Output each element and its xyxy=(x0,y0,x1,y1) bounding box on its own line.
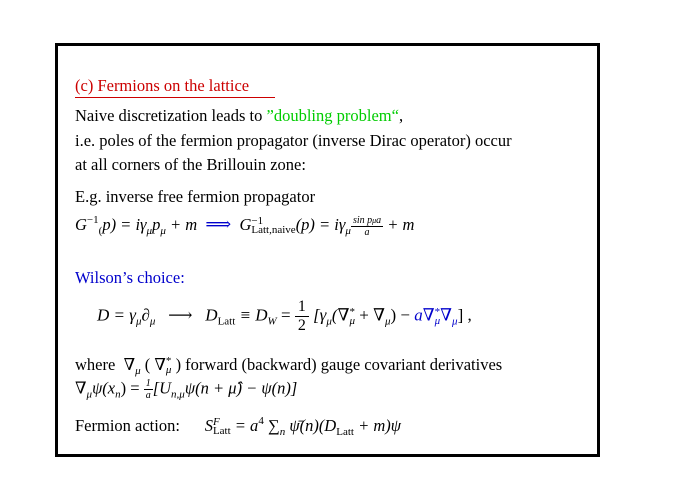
propagator-equation xyxy=(75,210,414,241)
action-s-scripts xyxy=(213,418,231,436)
sum-symbol: ∑ xyxy=(263,416,280,435)
action-s-sup: F xyxy=(212,416,220,429)
one-over-a-num: 1 xyxy=(145,378,151,389)
bracket-open: [γ xyxy=(313,305,327,325)
plus-nabla: + ∇ xyxy=(354,305,385,325)
plus-m: + m xyxy=(165,215,198,234)
equiv-dw: ≡ D xyxy=(235,305,268,325)
x-sub-n: n xyxy=(115,388,121,401)
where-paren-close: ) forward (backward) gauge covariant derivatives xyxy=(171,355,503,374)
fermion-action-line xyxy=(75,411,401,442)
wilson-mu-2: μ xyxy=(452,315,458,328)
sin-mu: μ xyxy=(372,215,377,225)
nabla-1: (∇ xyxy=(331,305,350,325)
u-link: [U xyxy=(152,378,172,398)
w-mu-4: μ xyxy=(384,315,391,328)
wilson-heading: Wilson’s choice: xyxy=(75,268,185,287)
wilson-mu: μ xyxy=(434,314,441,327)
wilson-equation xyxy=(97,298,472,335)
mu-sub-2: μ xyxy=(160,225,166,237)
bracket-close: ] xyxy=(457,305,464,325)
action-rest-2: + m)ψ xyxy=(353,416,401,435)
action-eq: = a xyxy=(230,416,259,435)
star-mu-sub: μ xyxy=(349,314,355,327)
sin-fraction xyxy=(351,215,383,238)
where-mu: μ xyxy=(135,365,141,377)
where-star-mu: μ xyxy=(165,364,172,377)
action-s-sub: Latt xyxy=(212,425,231,438)
comma: , xyxy=(463,305,472,325)
sin-p: sin p xyxy=(352,214,373,226)
intro-line-1-text: Naive discretization leads to xyxy=(75,106,267,125)
where-paren-open: ( xyxy=(140,355,155,374)
g-inverse-sup: −1 xyxy=(86,214,99,226)
wilson-term: a∇ xyxy=(414,305,435,325)
star-sup: * xyxy=(349,305,355,318)
mu-sub-3: μ xyxy=(345,225,351,237)
w-mu-2: μ xyxy=(149,315,156,328)
free-propagator-rhs: p) = iγ xyxy=(102,215,147,234)
section-title-underline xyxy=(75,97,275,98)
where-star: * xyxy=(165,355,172,368)
where-nabla-2: ∇ xyxy=(154,355,166,374)
g-latt-symbol: G xyxy=(239,215,252,234)
action-label: Fermion action: xyxy=(75,416,180,435)
sin-a: a xyxy=(376,214,382,226)
wilson-star: * xyxy=(434,305,441,318)
forward-difference: ψ(n + μ̂) − ψ(n)] xyxy=(184,378,298,398)
minus: − xyxy=(396,305,415,325)
u-link-sub: n,μ xyxy=(171,388,185,401)
half-den: 2 xyxy=(297,317,306,334)
implies-arrow: ⟹ xyxy=(205,214,232,234)
intro-line-3: at all corners of the Brillouin zone: xyxy=(75,155,306,174)
action-d-sub: Latt xyxy=(336,426,354,438)
intro-line-1-suffix: , xyxy=(398,106,404,125)
one-over-a-den: a xyxy=(145,390,151,401)
where-word: where xyxy=(75,355,116,374)
action-s: S xyxy=(204,416,213,435)
p-symbol: p xyxy=(152,215,161,234)
sin-fraction-num xyxy=(351,215,383,227)
wilson-eq: = xyxy=(276,305,295,325)
half-num: 1 xyxy=(295,298,309,317)
long-arrow: ⟶ xyxy=(168,305,193,325)
one-over-a xyxy=(144,378,153,401)
d-latt-sub: Latt xyxy=(217,315,236,328)
g-latt-sup: −1 xyxy=(251,215,264,228)
section-title: (c) Fermions on the lattice xyxy=(75,76,250,95)
partial-symbol: ∂ xyxy=(141,305,150,325)
doubling-problem-highlight: ”doubling problem“ xyxy=(266,106,399,125)
nabla-psi: ∇ xyxy=(75,378,87,398)
sin-fraction-den: a xyxy=(364,226,370,238)
where-nabla: ∇ xyxy=(123,355,136,374)
action-rest: ψ̄(n)(D xyxy=(285,416,337,435)
wilson-term-2: ∇ xyxy=(440,305,453,325)
g-symbol: G xyxy=(75,215,87,234)
g-latt-sub: Latt,naive xyxy=(251,224,296,237)
l2-eq: ) = xyxy=(120,378,144,398)
half-fraction xyxy=(295,298,309,335)
intro-line-1 xyxy=(75,106,403,126)
w-mu-1: μ xyxy=(135,315,142,328)
w-sub: W xyxy=(267,315,277,328)
naive-propagator-rhs: (p) = iγ xyxy=(295,215,346,234)
l2-mu: μ xyxy=(86,388,93,401)
example-label: E.g. inverse free fermion propagator xyxy=(75,187,316,206)
sum-sub: n xyxy=(279,426,286,438)
psi-x: ψ(x xyxy=(92,378,116,398)
g-sub: ( xyxy=(98,225,103,237)
g-latt-scripts xyxy=(251,217,295,235)
close-paren: ) xyxy=(390,305,397,325)
d-latt: D xyxy=(205,305,218,325)
plus-m-2: + m xyxy=(383,215,415,234)
intro-line-2: i.e. poles of the fermion propagator (inverse Dirac operator) occur xyxy=(75,131,512,150)
w-mu-3: μ xyxy=(326,315,332,328)
mu-sub: μ xyxy=(146,225,153,237)
where-line-2 xyxy=(75,378,297,404)
dirac-operator: D = γ xyxy=(97,305,136,325)
a-fourth: 4 xyxy=(258,415,264,427)
